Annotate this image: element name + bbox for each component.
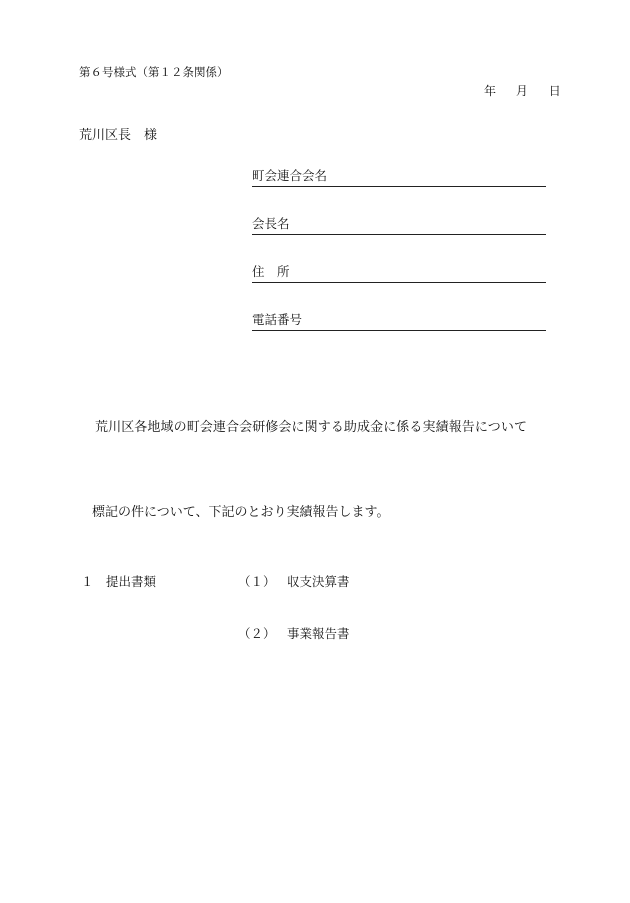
association-name-label: 町会連合会名 <box>252 168 328 183</box>
phone-number-field[interactable] <box>252 310 546 331</box>
address-label: 住 所 <box>252 264 290 279</box>
document-name: 事業報告書 <box>287 626 350 641</box>
phone-number-label: 電話番号 <box>252 312 303 327</box>
form-number: 第６号様式（第１２条関係） <box>79 65 229 79</box>
president-name-field[interactable] <box>252 214 546 235</box>
date-year-label: 年 <box>484 84 497 98</box>
date-line <box>484 82 561 99</box>
item-label: 提出書類 <box>106 574 157 589</box>
document-name: 収支決算書 <box>287 574 350 589</box>
date-day-label: 日 <box>548 84 561 98</box>
date-month-label: 月 <box>515 84 528 98</box>
president-name-label: 会長名 <box>252 216 290 231</box>
recipient: 荒川区長 様 <box>79 128 158 143</box>
document-subject: 荒川区各地域の町会連合会研修会に関する助成金に係る実績報告について <box>95 420 528 435</box>
document-number: （１） <box>238 574 276 589</box>
address-field[interactable] <box>252 262 546 283</box>
association-name-field[interactable] <box>252 166 546 187</box>
item-number: １ <box>81 574 94 589</box>
body-text: 標記の件について、下記のとおり実績報告します。 <box>92 505 390 520</box>
document-number: （２） <box>238 626 276 641</box>
